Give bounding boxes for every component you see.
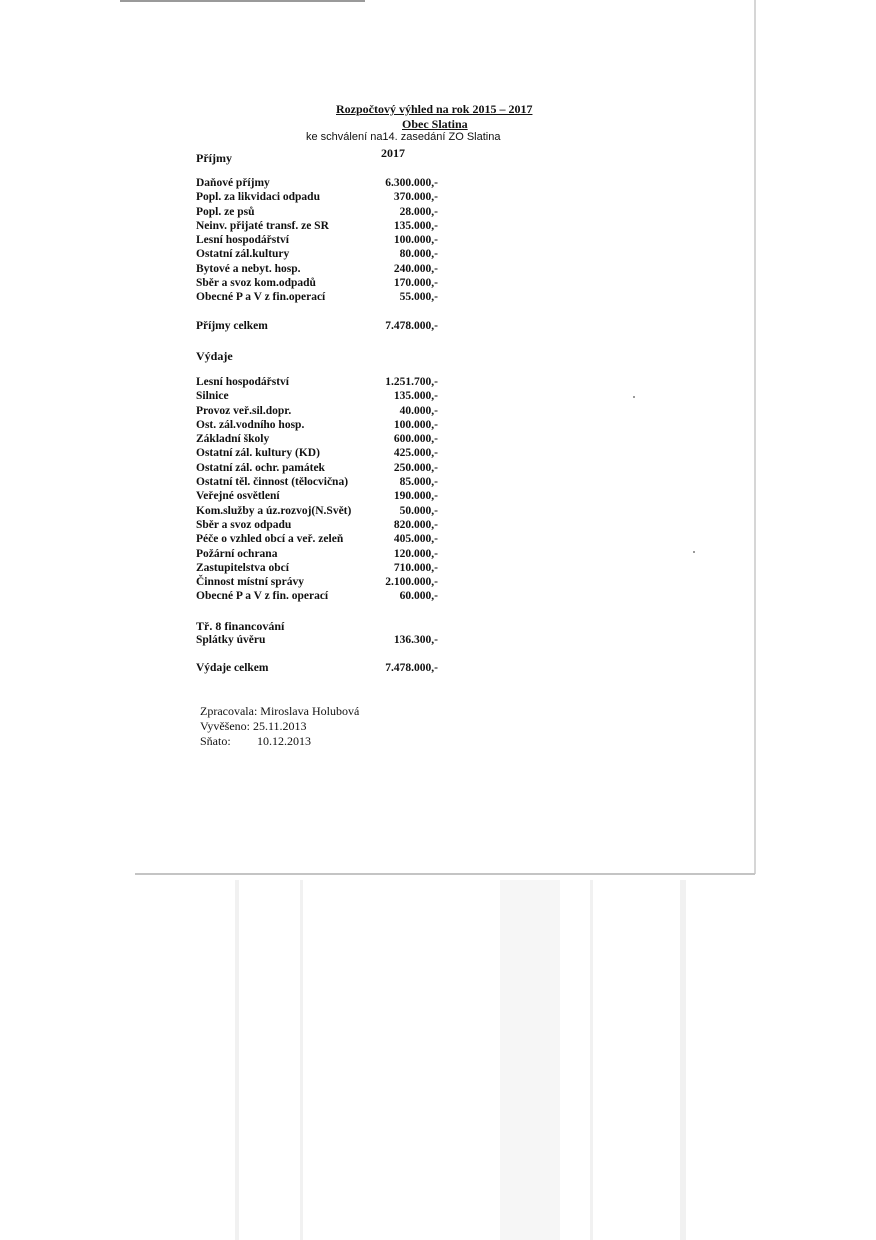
income-row — [196, 291, 438, 305]
scan-edge-right — [754, 0, 756, 874]
income-value: 55.000,- — [399, 291, 438, 304]
expense-row — [196, 576, 438, 590]
income-row — [196, 191, 438, 205]
income-row — [196, 177, 438, 191]
income-total-label: Příjmy celkem — [196, 320, 268, 332]
expense-label: Obecné P a V z fin. operací — [196, 590, 329, 603]
removed-date: 10.12.2013 — [257, 734, 311, 748]
scan-edge-top — [120, 0, 365, 2]
expense-value: 425.000,- — [393, 447, 438, 460]
income-heading: Příjmy — [196, 151, 232, 165]
expense-value: 405.000,- — [393, 533, 438, 546]
income-label: Bytové a nebyt. hosp. — [196, 262, 301, 275]
expenses-list — [196, 376, 438, 605]
expense-row — [196, 590, 438, 604]
expense-row — [196, 476, 438, 490]
scan-streak — [500, 880, 560, 1240]
scan-speck — [693, 551, 695, 553]
expense-row — [196, 519, 438, 533]
expenses-total-value: 7.478.000,- — [385, 662, 438, 674]
expense-row — [196, 533, 438, 547]
income-label: Ostatní zál.kultury — [196, 248, 290, 261]
income-value: 100.000,- — [393, 234, 438, 247]
loan-repayment-value: 136.300,- — [393, 634, 438, 646]
expense-row — [196, 433, 438, 447]
income-value: 6.300.000,- — [385, 177, 438, 189]
loan-repayment-row — [196, 634, 438, 649]
income-label: Sběr a svoz kom.odpadů — [196, 277, 316, 290]
expense-label: Kom.služby a úz.rozvoj(N.Svět) — [196, 504, 352, 517]
posted-date: Vyvěšeno: 25.11.2013 — [200, 719, 307, 733]
expense-label: Péče o vzhled obcí a veř. zeleň — [196, 533, 344, 546]
expense-row — [196, 390, 438, 404]
income-value: 28.000,- — [399, 205, 438, 218]
expense-value: 50.000,- — [399, 504, 438, 517]
expense-row — [196, 562, 438, 576]
document-title: Rozpočtový výhled na rok 2015 – 2017 — [336, 102, 533, 116]
scan-streak — [300, 880, 303, 1240]
expense-label: Ostatní zál. kultury (KD) — [196, 447, 320, 460]
income-label: Popl. za likvidaci odpadu — [196, 191, 320, 204]
expense-row — [196, 490, 438, 504]
expense-label: Sběr a svoz odpadu — [196, 518, 292, 531]
income-row — [196, 234, 438, 248]
scan-streak — [590, 880, 593, 1240]
expense-label: Činnost místní správy — [196, 576, 304, 589]
expenses-total-label: Výdaje celkem — [196, 662, 269, 674]
expense-value: 600.000,- — [393, 433, 438, 446]
expense-label: Ostatní zál. ochr. památek — [196, 461, 325, 474]
income-label: Popl. ze psů — [196, 205, 255, 218]
income-total-value: 7.478.000,- — [385, 320, 438, 332]
scan-streak — [680, 880, 686, 1240]
income-total-row — [196, 320, 438, 335]
expense-row — [196, 447, 438, 461]
expense-label: Veřejné osvětlení — [196, 490, 280, 503]
expense-value: 190.000,- — [393, 490, 438, 503]
income-value: 170.000,- — [393, 277, 438, 290]
expense-label: Lesní hospodářství — [196, 376, 289, 388]
expense-value: 2.100.000,- — [385, 576, 438, 589]
expense-row — [196, 419, 438, 433]
expense-value: 120.000,- — [393, 547, 438, 560]
expense-label: Silnice — [196, 390, 229, 403]
expense-value: 85.000,- — [399, 476, 438, 489]
loan-repayment-label: Splátky úvěru — [196, 634, 266, 646]
scan-edge-bottom — [135, 873, 755, 875]
approval-note: ke schválení na14. zasedání ZO Slatina — [306, 131, 501, 143]
expense-value: 135.000,- — [393, 390, 438, 403]
income-value: 370.000,- — [393, 191, 438, 204]
expense-value: 250.000,- — [393, 461, 438, 474]
income-label: Obecné P a V z fin.operací — [196, 291, 326, 304]
expenses-total-row — [196, 662, 438, 677]
income-row — [196, 248, 438, 262]
income-row — [196, 206, 438, 220]
income-label: Neinv. přijaté transf. ze SR — [196, 219, 329, 232]
expense-row — [196, 505, 438, 519]
expenses-heading: Výdaje — [196, 349, 233, 363]
expense-label: Požární ochrana — [196, 547, 278, 560]
financing-heading: Tř. 8 financování — [196, 619, 285, 633]
expense-value: 40.000,- — [399, 404, 438, 417]
expense-value: 820.000,- — [393, 518, 438, 531]
expense-value: 60.000,- — [399, 590, 438, 603]
income-row — [196, 263, 438, 277]
expense-label: Zastupitelstva obcí — [196, 561, 289, 574]
income-value: 135.000,- — [393, 219, 438, 232]
income-row — [196, 220, 438, 234]
municipality-name: Obec Slatina — [402, 117, 468, 131]
year-column-header: 2017 — [381, 146, 405, 160]
expense-value: 100.000,- — [393, 418, 438, 431]
expense-row — [196, 462, 438, 476]
prepared-by: Zpracovala: Miroslava Holubová — [200, 704, 360, 718]
income-value: 80.000,- — [399, 248, 438, 261]
scan-streak — [235, 880, 239, 1240]
expense-label: Základní školy — [196, 433, 270, 446]
expense-value: 1.251.700,- — [385, 376, 438, 388]
income-label: Lesní hospodářství — [196, 234, 289, 247]
income-row — [196, 277, 438, 291]
expense-row — [196, 548, 438, 562]
income-label: Daňové příjmy — [196, 177, 270, 189]
income-value: 240.000,- — [393, 262, 438, 275]
expense-value: 710.000,- — [393, 561, 438, 574]
removed-label: Sňato: — [200, 734, 231, 748]
income-list — [196, 177, 438, 306]
expense-row — [196, 405, 438, 419]
expense-label: Ost. zál.vodního hosp. — [196, 418, 305, 431]
expense-label: Ostatní těl. činnost (tělocvična) — [196, 476, 349, 489]
expense-row — [196, 376, 438, 390]
expense-label: Provoz veř.sil.dopr. — [196, 404, 292, 417]
scan-speck — [633, 396, 635, 398]
